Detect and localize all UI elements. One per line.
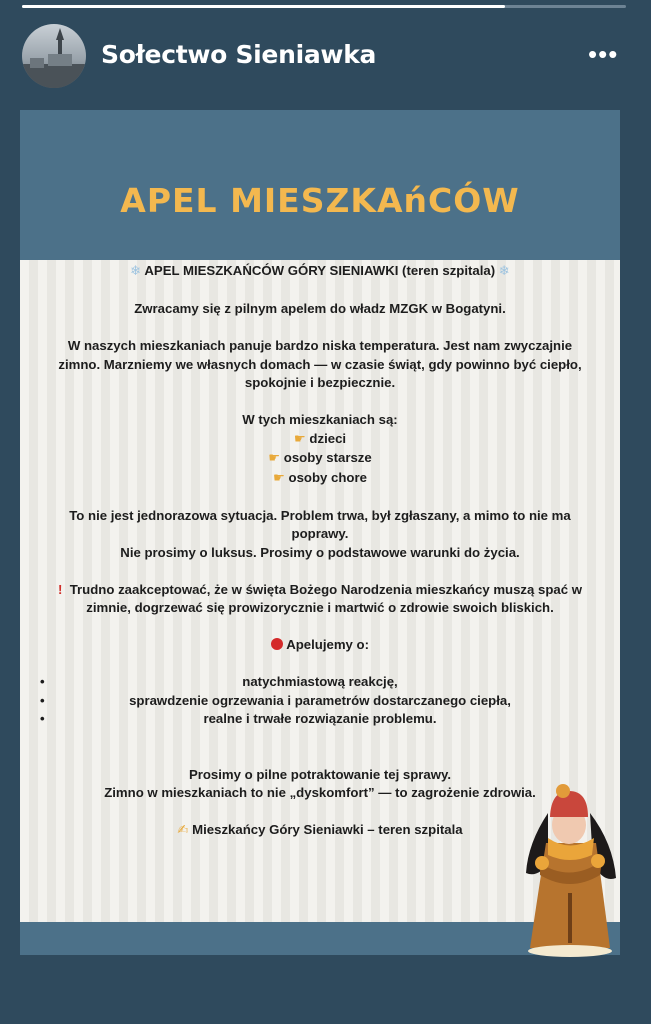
demands-list xyxy=(20,673,620,729)
paragraph-line: poprawy. xyxy=(291,526,349,541)
list-item: • natychmiastową reakcję, xyxy=(20,673,620,692)
story-progress-bar xyxy=(22,5,626,8)
paragraph-line: ! Trudno zaakceptować, że w święta Bożego Narodzenia mieszkańcy muszą spać w xyxy=(57,581,583,597)
paragraph-line: Nie prosimy o luksus. Prosimy o podstawowe warunki do życia. xyxy=(120,544,520,560)
post-title: APEL MIESZKAńCÓW xyxy=(120,180,520,220)
list-item: ☛ osoby starsze xyxy=(268,450,372,466)
red-circle-icon xyxy=(271,638,283,650)
list-intro: W tych mieszkaniach są: xyxy=(242,412,398,427)
post-heading: ❄ APEL MIESZKAŃCÓW GÓRY SIENIAWKI (teren szpitala) ❄ xyxy=(130,263,510,279)
paragraph-line: zimno. Marzniemy we własnych domach — w czasie świąt, gdy powinno być ciepło, xyxy=(58,356,582,372)
paragraph-line: Prosimy o pilne potraktowanie tej sprawy. xyxy=(188,766,452,782)
pointing-hand-icon: ☛ xyxy=(268,451,281,466)
paragraph-line: W naszych mieszkaniach panuje bardzo niska temperatura. Jest nam zwyczajnie xyxy=(67,338,573,353)
list-item: ☛ dzieci xyxy=(293,430,347,447)
story-progress-fill xyxy=(22,5,505,8)
paragraph-line: Zimno w mieszkaniach to nie „dyskomfort” — to zagrożenie zdrowia. xyxy=(104,785,536,800)
paragraph-line: zimnie, dogrzewać się prowizorycznie i martwić o zdrowie swoich bliskich. xyxy=(86,600,554,615)
list-item: • sprawdzenie ogrzewania i parametrów dostarczanego ciepła, xyxy=(20,692,620,711)
list-item: ☛ osoby chore xyxy=(273,469,367,486)
avatar[interactable] xyxy=(22,24,86,88)
paragraph-line: spokojnie i bezpiecznie. xyxy=(244,375,396,390)
cold-woman-illustration-icon xyxy=(518,783,622,958)
town-photo-icon xyxy=(22,24,86,88)
pointing-hand-icon: ☛ xyxy=(273,470,285,486)
list-item: • realne i trwałe rozwiązanie problemu. xyxy=(20,710,620,729)
pointing-hand-icon: ☛ xyxy=(293,431,306,447)
writing-hand-icon: ✍ xyxy=(177,823,189,838)
post-header xyxy=(20,110,620,260)
snowflake-icon: ❄ xyxy=(130,264,142,279)
account-name[interactable]: Sołectwo Sieniawka xyxy=(101,40,377,69)
more-horizontal-icon[interactable]: ••• xyxy=(588,39,619,69)
snowflake-icon: ❄ xyxy=(498,264,510,279)
exclamation-icon: ! xyxy=(57,581,63,597)
signature: ✍ Mieszkańcy Góry Sieniawki – teren szpitala xyxy=(177,822,463,838)
paragraph-line: To nie jest jednorazowa sytuacja. Problem trwa, był zgłaszany, a mimo to nie ma xyxy=(69,507,571,523)
appeal-intro: Apelujemy o: xyxy=(20,636,620,655)
paragraph: Zwracamy się z pilnym apelem do władz MZGK w Bogatyni. xyxy=(134,301,506,316)
